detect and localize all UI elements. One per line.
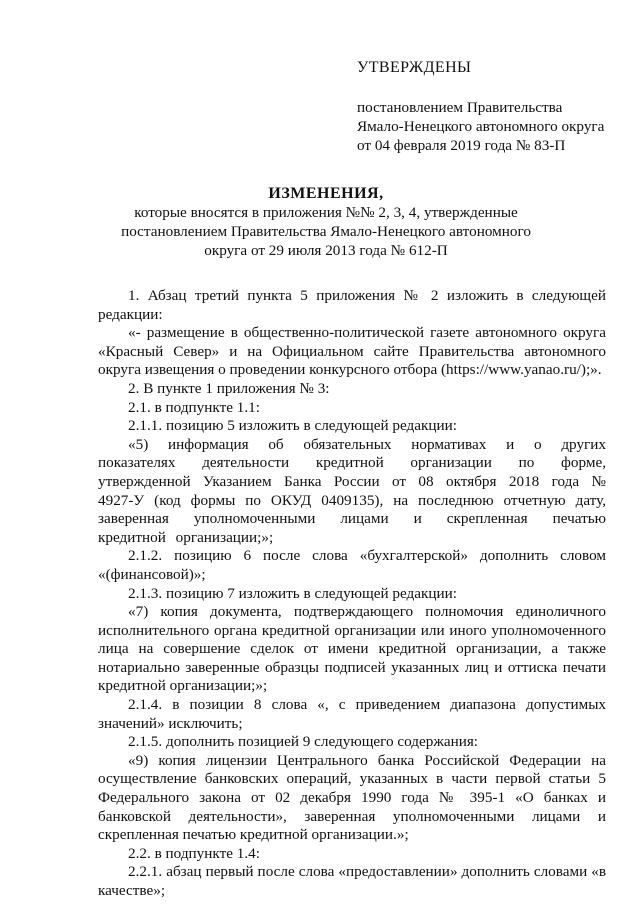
paragraph-13: 2.2. в подпункте 1.4: <box>128 844 260 862</box>
approval-line-1: постановлением Правительства <box>357 99 563 116</box>
heading-line-1: которые вносятся в приложения №№ 2, 3, 4, утвержденные <box>134 204 518 221</box>
heading-line-3: округа от 29 июля 2013 года № 612-П <box>204 242 448 259</box>
paragraph-6: «5) информация об обязательных нормативах и о других показателях деятельности кредитной организации по форме, утвержденной Указанием Банка России от 08 октября 2018 года № 4927-У (код формы по ОКУД 0409135), на последнюю отчетную дату, заверенная уполномоченными лицами и скрепленная печатью кредитной организации;»; <box>98 435 606 546</box>
paragraph-9: «7) копия документа, подтверждающего полномочия единоличного исполнительного органа кредитной организации или иного уполномоченного лица на совершение сделок от имени кредитной организации, а также нотариально заверенные образцы подписей указанных лиц и оттиска печати кредитной организации;»; <box>98 603 606 695</box>
paragraph-14: 2.2.1. абзац первый после слова «предоставлении» дополнить словами «в качестве»; <box>98 863 606 899</box>
paragraph-5: 2.1.1. позицию 5 изложить в следующей редакции: <box>128 417 457 435</box>
document-heading <box>96 184 556 260</box>
paragraph-7: 2.1.2. позицию 6 после слова «бухгалтерской» дополнить словом «(финансовой)»; <box>98 547 606 583</box>
paragraph-1: 1. Абзац третий пункта 5 приложения № 2 изложить в следующей редакции: <box>98 287 606 323</box>
paragraph-10: 2.1.4. в позиции 8 слова «, с приведением диапазона допустимых значений» исключить; <box>98 696 606 732</box>
approval-title: УТВЕРЖДЕНЫ <box>357 59 472 76</box>
document-body <box>98 287 606 901</box>
paragraph-2: «- размещение в общественно-политической газете автономного округа «Красный Север» и на Официальном сайте Правительства автономного округа извещения о проведении конкурсного отбора (https://www.yanao.ru/);». <box>98 324 606 379</box>
paragraph-12: «9) копия лицензии Центрального банка Российской Федерации на осуществление банковских операций, указанных в части первой статьи 5 Федерального закона от 02 декабря 1990 года № 395-1 «О банках и банковской деятельности», заверенная уполномоченными лицами и скрепленная печатью кредитной организации.»; <box>98 751 606 844</box>
paragraph-11: 2.1.5. дополнить позицией 9 следующего содержания: <box>128 733 479 751</box>
approval-line-2: Ямало-Ненецкого автономного округа <box>357 118 605 135</box>
paragraph-4: 2.1. в подпункте 1.1: <box>128 398 260 416</box>
heading-line-2: постановлением Правительства Ямало-Ненецкого автономного <box>121 223 531 240</box>
approval-block <box>357 58 627 155</box>
paragraph-3: 2. В пункте 1 приложения № 3: <box>128 379 330 397</box>
approval-line-3: от 04 февраля 2019 года № 83-П <box>357 137 566 154</box>
paragraph-8: 2.1.3. позицию 7 изложить в следующей редакции: <box>128 584 457 602</box>
heading-title: ИЗМЕНЕНИЯ, <box>268 185 384 202</box>
